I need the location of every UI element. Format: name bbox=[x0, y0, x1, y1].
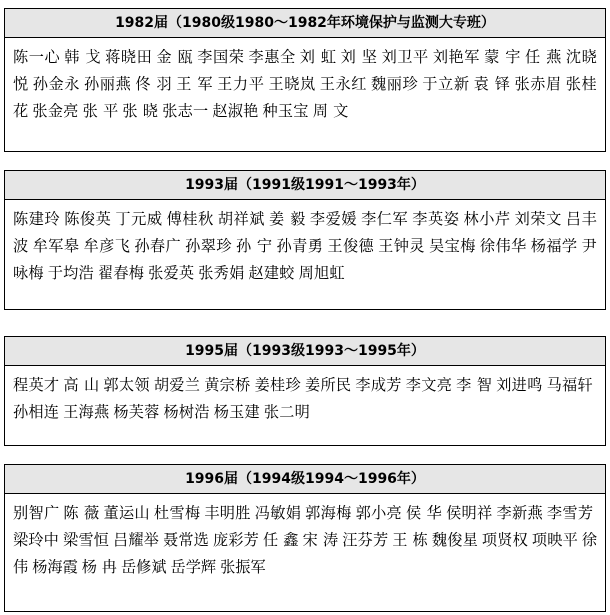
person-name: 蒙 宇 bbox=[484, 48, 521, 66]
person-name: 王晓岚 bbox=[268, 75, 316, 93]
person-name: 侯明祥 bbox=[446, 504, 493, 522]
person-name: 李爱媛 bbox=[309, 210, 358, 228]
person-name: 项映平 bbox=[531, 531, 578, 549]
person-name: 梁雪恒 bbox=[63, 531, 109, 549]
person-name: 梁玲中 bbox=[13, 531, 59, 549]
person-name: 傅桂秋 bbox=[166, 210, 214, 228]
person-name: 李英姿 bbox=[412, 210, 460, 228]
person-name: 刘荣文 bbox=[514, 210, 562, 228]
person-name: 吕丰波 bbox=[13, 210, 597, 255]
person-name: 徐 伟 bbox=[13, 531, 598, 576]
person-name: 陈一心 bbox=[13, 48, 61, 66]
person-name: 王钟灵 bbox=[378, 237, 426, 255]
person-name: 刘艳军 bbox=[432, 48, 481, 66]
person-name: 周 文 bbox=[312, 102, 349, 120]
cohort-title: 1996届（1994级1994～1996年） bbox=[5, 465, 605, 494]
person-name: 张 平 bbox=[82, 102, 119, 120]
person-name: 丁元威 bbox=[115, 210, 163, 228]
person-name: 张爱英 bbox=[148, 264, 195, 282]
cohort-block-1996 bbox=[4, 464, 606, 612]
person-name: 黄宗桥 bbox=[204, 376, 251, 394]
person-name: 孙 宁 bbox=[236, 237, 273, 255]
name-list bbox=[5, 38, 605, 129]
person-name: 杨玉建 bbox=[213, 403, 260, 421]
cohort-title: 1995届（1993级1993～1995年） bbox=[5, 337, 605, 366]
person-name: 杨海霞 bbox=[32, 558, 78, 576]
person-name: 张 晓 bbox=[122, 102, 159, 120]
person-name: 于立新 bbox=[422, 75, 470, 93]
person-name: 李新燕 bbox=[496, 504, 543, 522]
person-name: 蒋晓田 bbox=[105, 48, 153, 66]
person-name: 韩 戈 bbox=[64, 48, 102, 66]
person-name: 孙青勇 bbox=[276, 237, 324, 255]
person-name: 金 瓯 bbox=[156, 48, 194, 66]
person-name: 冯敏娟 bbox=[254, 504, 302, 522]
person-name: 牟军皋 bbox=[32, 237, 80, 255]
person-name: 王海燕 bbox=[63, 403, 110, 421]
person-name: 陈 薇 bbox=[63, 504, 100, 522]
person-name: 陈俊英 bbox=[64, 210, 112, 228]
person-name: 胡爱兰 bbox=[153, 376, 201, 394]
person-name: 刘进鸣 bbox=[496, 376, 543, 394]
person-name: 张二明 bbox=[263, 403, 311, 421]
person-name: 林小芹 bbox=[463, 210, 511, 228]
person-name: 王俊德 bbox=[327, 237, 375, 255]
person-name: 赵建蛟 bbox=[248, 264, 295, 282]
person-name: 孙丽燕 bbox=[84, 75, 132, 93]
person-name: 孙相连 bbox=[13, 403, 60, 421]
person-name: 胡祥斌 bbox=[217, 210, 266, 228]
person-name: 张秀娟 bbox=[198, 264, 245, 282]
person-name: 陈建玲 bbox=[13, 210, 61, 228]
person-name: 李国荣 bbox=[197, 48, 245, 66]
person-name: 赵淑艳 bbox=[212, 102, 259, 120]
cohort-block-1993 bbox=[4, 170, 606, 310]
person-name: 侯 华 bbox=[406, 504, 443, 522]
person-name: 刘卫平 bbox=[381, 48, 429, 66]
person-name: 孙翠珍 bbox=[185, 237, 232, 255]
person-name: 岳修斌 bbox=[120, 558, 167, 576]
person-name: 郭太领 bbox=[103, 376, 150, 394]
person-name: 王 军 bbox=[176, 75, 214, 93]
person-name: 任 鑫 bbox=[263, 531, 299, 549]
person-name: 郭海梅 bbox=[305, 504, 352, 522]
person-name: 李惠全 bbox=[248, 48, 296, 66]
person-name: 董运山 bbox=[103, 504, 150, 522]
person-name: 翟春梅 bbox=[97, 264, 145, 282]
person-name: 程英才 bbox=[13, 376, 60, 394]
person-name: 刘 虹 bbox=[299, 48, 337, 66]
person-name: 沈晓悦 bbox=[13, 48, 597, 93]
person-name: 袁 铎 bbox=[473, 75, 511, 93]
cohort-block-1995 bbox=[4, 336, 606, 446]
person-name: 佟 羽 bbox=[135, 75, 173, 93]
person-name: 张赤眉 bbox=[514, 75, 562, 93]
cohort-block-1982 bbox=[4, 8, 606, 152]
person-name: 种玉宝 bbox=[262, 102, 309, 120]
person-name: 尹咏梅 bbox=[13, 237, 597, 282]
person-name: 吕耀举 bbox=[113, 531, 159, 549]
person-name: 张桂花 bbox=[13, 75, 597, 120]
person-name: 任 燕 bbox=[524, 48, 562, 66]
person-name: 李仁军 bbox=[361, 210, 409, 228]
person-name: 李 智 bbox=[456, 376, 493, 394]
person-name: 魏俊星 bbox=[431, 531, 478, 549]
cohort-title: 1982届（1980级1980～1982年环境保护与监测大专班） bbox=[5, 9, 605, 38]
person-name: 别智广 bbox=[13, 504, 60, 522]
person-name: 姜 毅 bbox=[269, 210, 306, 228]
person-name: 郭小亮 bbox=[355, 504, 403, 522]
person-name: 张志一 bbox=[162, 102, 209, 120]
person-name: 徐伟华 bbox=[479, 237, 527, 255]
person-name: 杜雪梅 bbox=[153, 504, 201, 522]
name-list bbox=[5, 494, 605, 585]
person-name: 孙金永 bbox=[32, 75, 81, 93]
person-name: 杨 冉 bbox=[81, 558, 117, 576]
person-name: 李成芳 bbox=[355, 376, 402, 394]
person-name: 周旭虹 bbox=[298, 264, 345, 282]
person-name: 杨芙蓉 bbox=[113, 403, 160, 421]
cohort-title: 1993届（1991级1991～1993年） bbox=[5, 171, 605, 200]
person-name: 杨树浩 bbox=[163, 403, 210, 421]
person-name: 魏丽珍 bbox=[371, 75, 419, 93]
person-name: 李文亮 bbox=[405, 376, 453, 394]
person-name: 聂常选 bbox=[163, 531, 209, 549]
person-name: 于均浩 bbox=[47, 264, 94, 282]
person-name: 马福轩 bbox=[546, 376, 593, 394]
person-name: 孙春广 bbox=[134, 237, 182, 255]
person-name: 吴宝梅 bbox=[429, 237, 476, 255]
person-name: 汪芬芳 bbox=[342, 531, 389, 549]
person-name: 杨福学 bbox=[530, 237, 578, 255]
name-list bbox=[5, 200, 605, 291]
person-name: 王永红 bbox=[319, 75, 368, 93]
person-name: 牟彦飞 bbox=[83, 237, 131, 255]
person-name: 姜所民 bbox=[304, 376, 352, 394]
person-name: 宋 涛 bbox=[302, 531, 339, 549]
person-name: 刘 坚 bbox=[340, 48, 378, 66]
person-name: 张振军 bbox=[220, 558, 266, 576]
person-name: 王力平 bbox=[217, 75, 265, 93]
person-name: 庞彩芳 bbox=[213, 531, 259, 549]
person-name: 项贤权 bbox=[481, 531, 528, 549]
person-name: 李雪芳 bbox=[546, 504, 594, 522]
person-name: 丰明胜 bbox=[204, 504, 251, 522]
person-name: 岳学辉 bbox=[170, 558, 217, 576]
person-name: 姜桂珍 bbox=[254, 376, 301, 394]
person-name: 高 山 bbox=[63, 376, 100, 394]
person-name: 王 栋 bbox=[392, 531, 428, 549]
person-name: 张金亮 bbox=[32, 102, 79, 120]
name-list bbox=[5, 366, 605, 430]
